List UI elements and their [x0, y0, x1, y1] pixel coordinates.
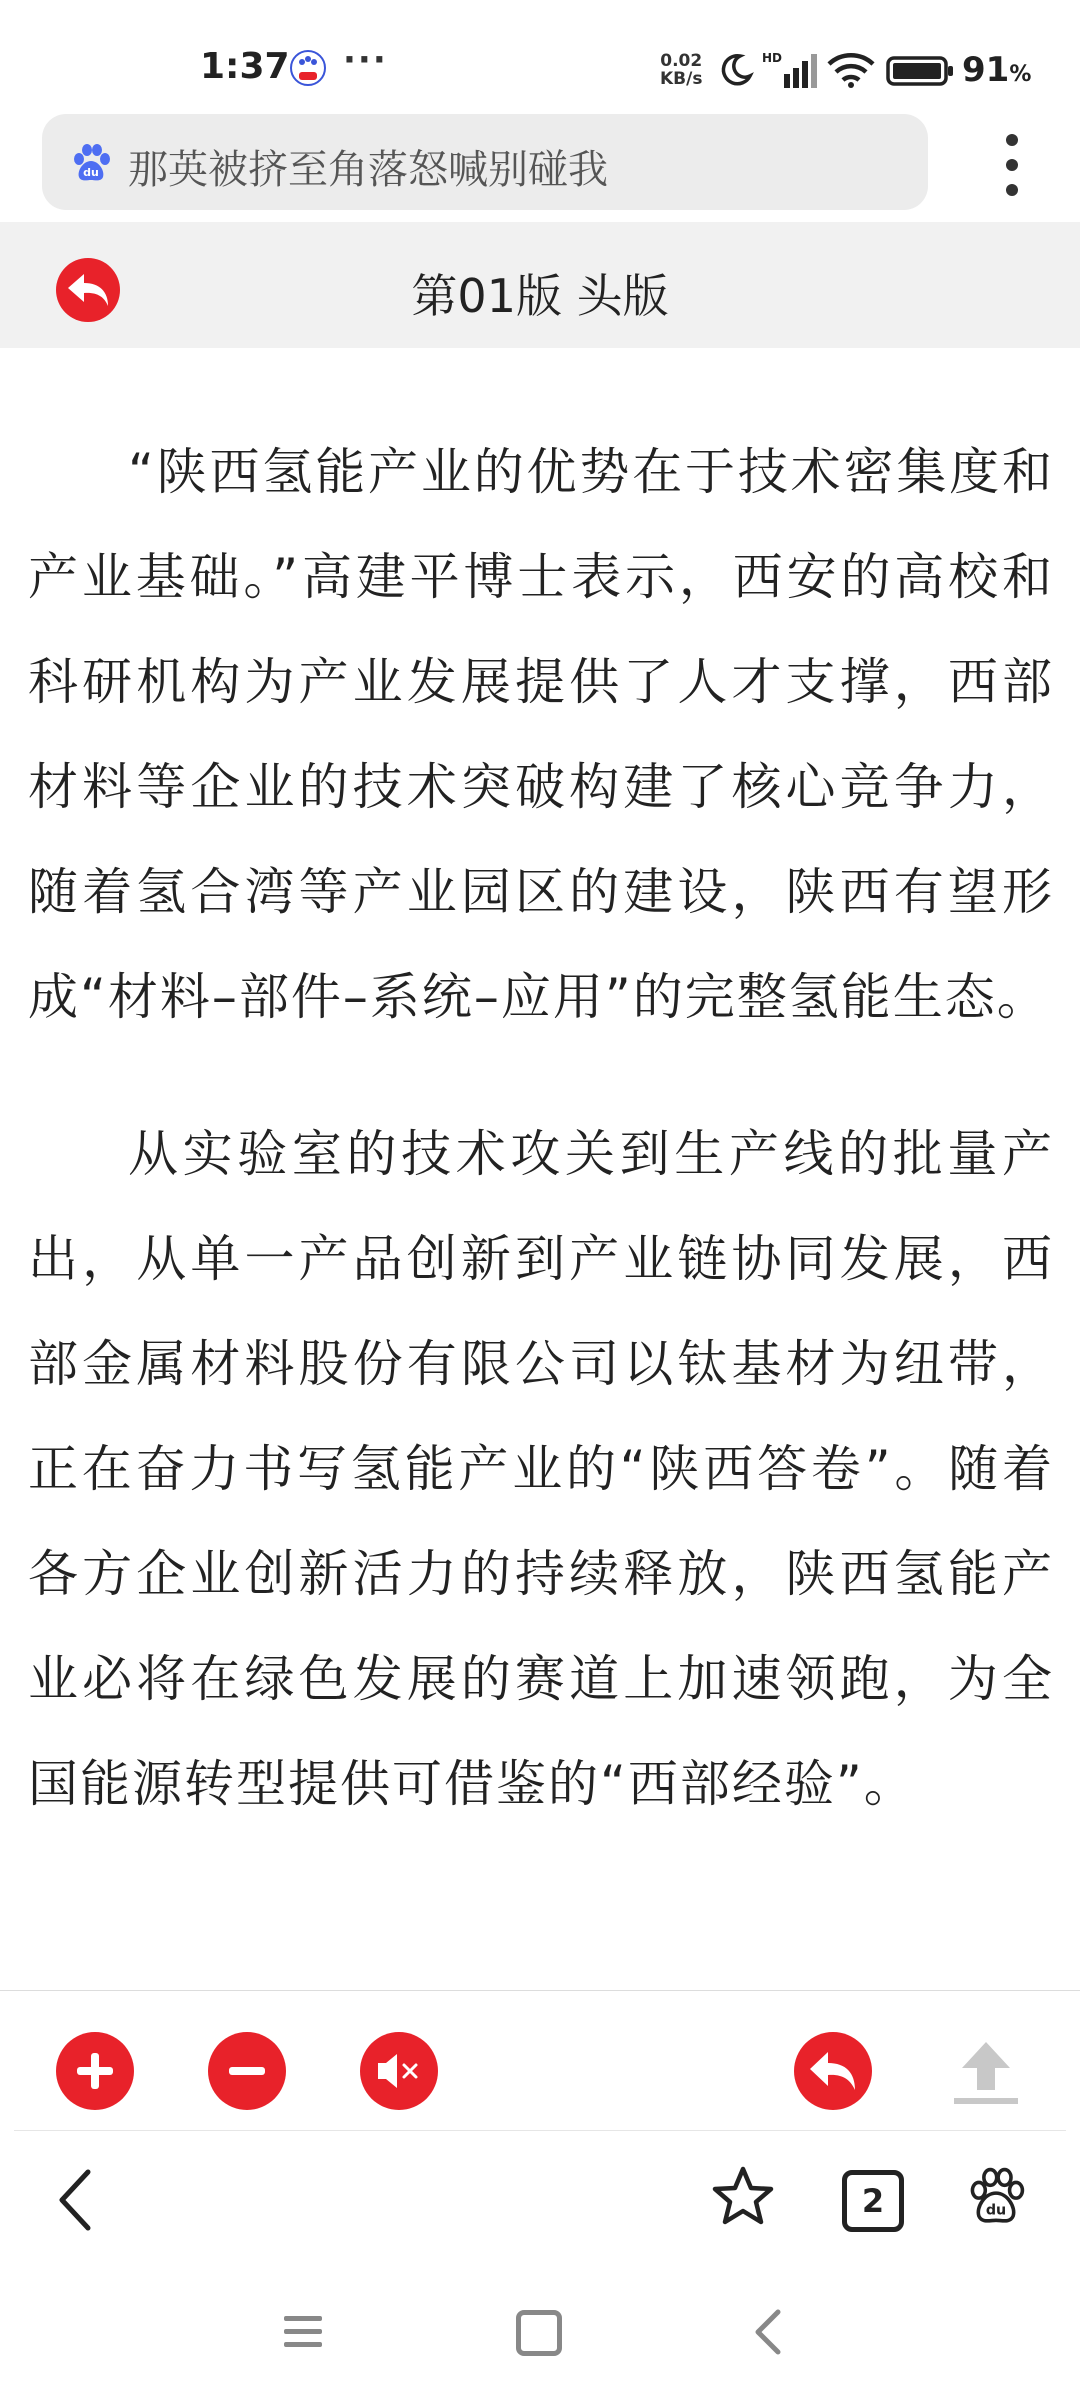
divider: [0, 1990, 1080, 1991]
return-icon: [794, 2032, 872, 2110]
tabs-button[interactable]: 2: [842, 2170, 904, 2232]
svg-text:du: du: [83, 166, 99, 179]
mute-icon: [360, 2032, 438, 2110]
upload-icon[interactable]: [950, 2036, 1022, 2108]
baidu-paw-icon[interactable]: [966, 2166, 1026, 2226]
back-icon[interactable]: [56, 2168, 96, 2232]
page-title: 第01版 头版: [411, 269, 669, 323]
zoom-in-icon: [56, 2032, 134, 2110]
divider: [14, 2130, 1066, 2131]
baidu-notification-icon: [290, 50, 326, 86]
status-bar: [0, 0, 1080, 110]
zoom-out-icon: [208, 2032, 286, 2110]
article-body: [28, 420, 1054, 1889]
wifi-icon: [826, 52, 876, 88]
article-paragraph: “陕西氢能产业的优势在于技术密集度和产业基础。”高建平博士表示，西安的高校和科研机构为产业发展提供了人才支撑，西部材料等企业的技术突破构建了核心竞争力，随着氢合湾等产业园区的建设，陕西有望形成“材料–部件–系统–应用”的完整氢能生态。: [28, 443, 1054, 1026]
page-header: [0, 222, 1080, 348]
star-icon[interactable]: [710, 2164, 776, 2230]
status-more-dots: ···: [343, 40, 388, 80]
menu-icon[interactable]: [282, 2312, 324, 2352]
search-query[interactable]: 那英被挤至角落怒喊别碰我: [128, 147, 608, 193]
status-time: 1:37: [200, 46, 290, 87]
signal-icon: [762, 50, 818, 90]
back-icon[interactable]: [752, 2308, 784, 2356]
moon-icon: [718, 52, 754, 88]
svg-text:HD: HD: [762, 51, 783, 65]
article-paragraph: 从实验室的技术攻关到生产线的批量产出，从单一产品创新到产业链协同发展，西部金属材料股份有限公司以钛基材为纽带，正在奋力书写氢能产业的“陕西答卷”。随着各方企业创新活力的持续释放，陕西氢能产业必将在绿色发展的赛道上加速领跑，为全国能源转型提供可借鉴的“西部经验”。: [28, 1125, 1054, 1813]
mute-button[interactable]: [360, 2032, 438, 2110]
home-icon[interactable]: [516, 2310, 562, 2356]
battery-percent: 91%: [962, 50, 1032, 90]
more-menu-icon[interactable]: [990, 130, 1034, 200]
zoom-out-button[interactable]: [208, 2032, 286, 2110]
svg-text:du: du: [985, 2202, 1007, 2219]
return-button[interactable]: [794, 2032, 872, 2110]
battery-icon: [886, 56, 956, 86]
baidu-paw-icon: [70, 142, 112, 184]
zoom-in-button[interactable]: [56, 2032, 134, 2110]
network-speed: 0.02 KB/s: [660, 51, 703, 89]
search-bar[interactable]: [42, 114, 928, 210]
